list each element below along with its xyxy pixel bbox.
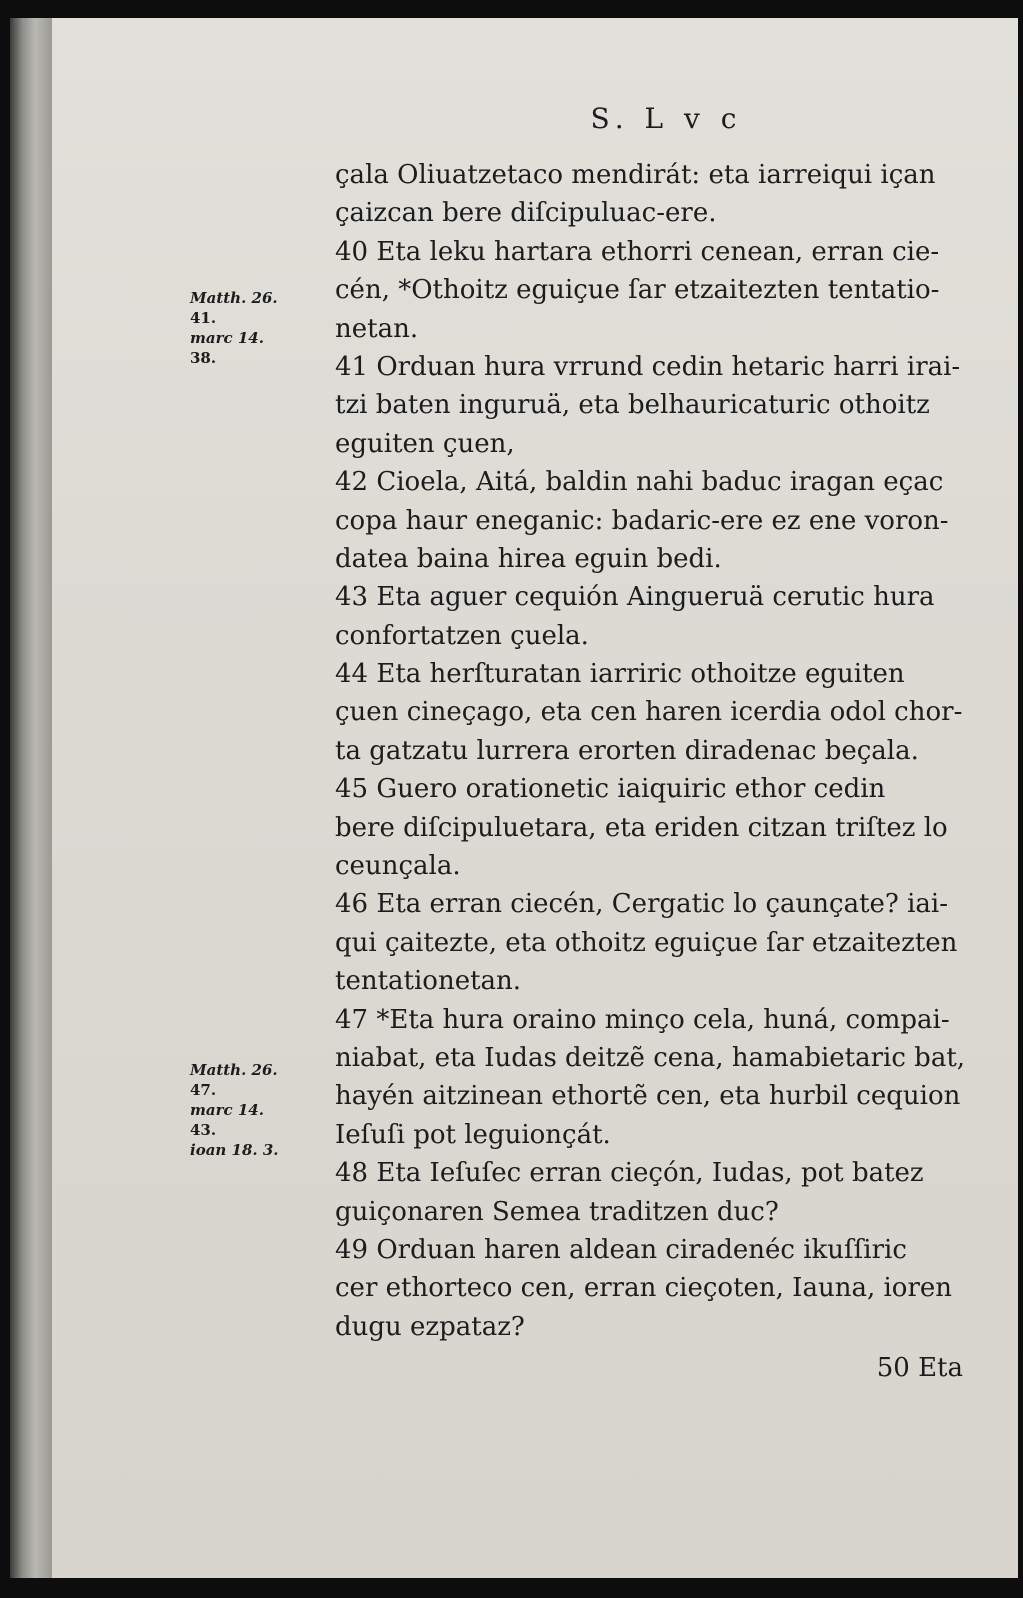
margin-note-2	[190, 1060, 340, 1160]
text-line: ta gatzatu lurrera erorten diradenac beçala.	[335, 735, 919, 766]
text-line: datea baina hirea eguin bedi.	[335, 543, 722, 574]
text-line: cén, *Othoitz eguiçue ſar etzaitezten tentatio-	[335, 275, 940, 306]
margin-ref: Matth. 26.	[190, 289, 278, 307]
text-line: çala Oliuatzetaco mendirát: eta iarreiqui içan	[335, 160, 936, 190]
text-line: 44 Eta herſturatan iarriric othoitze eguiten	[335, 659, 905, 690]
margin-ref: 47.	[190, 1081, 217, 1099]
text-line: dugu ezpataz?	[335, 1311, 525, 1342]
margin-ref: ioan 18. 3.	[190, 1141, 279, 1159]
margin-note-1	[190, 288, 340, 368]
text-line: 49 Orduan haren aldean ciradenéc ikuſſiric	[335, 1234, 907, 1265]
margin-ref: Matth. 26.	[190, 1061, 278, 1079]
text-line: 40 Eta leku hartara ethorri cenean, erran cie-	[335, 236, 940, 267]
margin-ref: marc 14.	[190, 1101, 264, 1119]
margin-ref: 38.	[190, 349, 217, 367]
text-line: 47 *Eta hura oraino minço cela, huná, compai-	[335, 1004, 950, 1035]
text-line: 41 Orduan hura vrrund cedin hetaric harri irai-	[335, 351, 961, 382]
text-line: eguiten çuen,	[335, 428, 515, 459]
text-line: hayén aitzinean ethortẽ cen, eta hurbil cequion	[335, 1081, 961, 1112]
text-line: copa haur eneganic: badaric-ere ez ene voron-	[335, 505, 949, 536]
margin-ref: marc 14.	[190, 329, 264, 347]
text-line: bere diſcipuluetara, eta eriden citzan triſtez lo	[335, 812, 948, 843]
text-line: Ieſuſi pot leguionçát.	[335, 1119, 611, 1150]
catchword: 50 Eta	[876, 1353, 963, 1383]
text-line: cer ethorteco cen, erran cieçoten, Iauna, ioren	[335, 1273, 953, 1304]
text-line: confortatzen çuela.	[335, 620, 589, 651]
text-line: niabat, eta Iudas deitzẽ cena, hamabietaric bat,	[335, 1042, 966, 1073]
text-line: 48 Eta Ieſuſec erran cieçón, Iudas, pot batez	[335, 1158, 924, 1189]
text-line: çuen cineçago, eta cen haren icerdia odol chor-	[335, 697, 963, 728]
text-line: netan.	[335, 313, 419, 344]
text-line: 42 Cioela, Aitá, baldin nahi baduc iragan eçac	[335, 467, 944, 498]
text-line: 43 Eta aguer cequión Aingueruä cerutic hura	[335, 582, 935, 613]
text-line: ceunçala.	[335, 851, 461, 882]
text-line: guiçonaren Semea traditzen duc?	[335, 1196, 779, 1227]
running-header: S. L v c	[590, 102, 743, 135]
text-line: tentationetan.	[335, 966, 522, 997]
text-line: çaizcan bere diſcipuluac-ere.	[335, 198, 717, 229]
text-line: 45 Guero orationetic iaiquiric ethor cedin	[335, 774, 886, 805]
text-line: qui çaitezte, eta othoitz eguiçue ſar etzaitezten	[335, 927, 958, 958]
book-spine	[10, 18, 52, 1578]
margin-ref: 43.	[190, 1121, 217, 1139]
text-line: tzi baten inguruä, eta belhauricaturic othoitz	[335, 390, 930, 421]
body-text	[335, 156, 975, 1346]
text-line: 46 Eta erran ciecén, Cergatic lo çaunçate? iai-	[335, 889, 949, 920]
margin-ref: 41.	[190, 309, 217, 327]
